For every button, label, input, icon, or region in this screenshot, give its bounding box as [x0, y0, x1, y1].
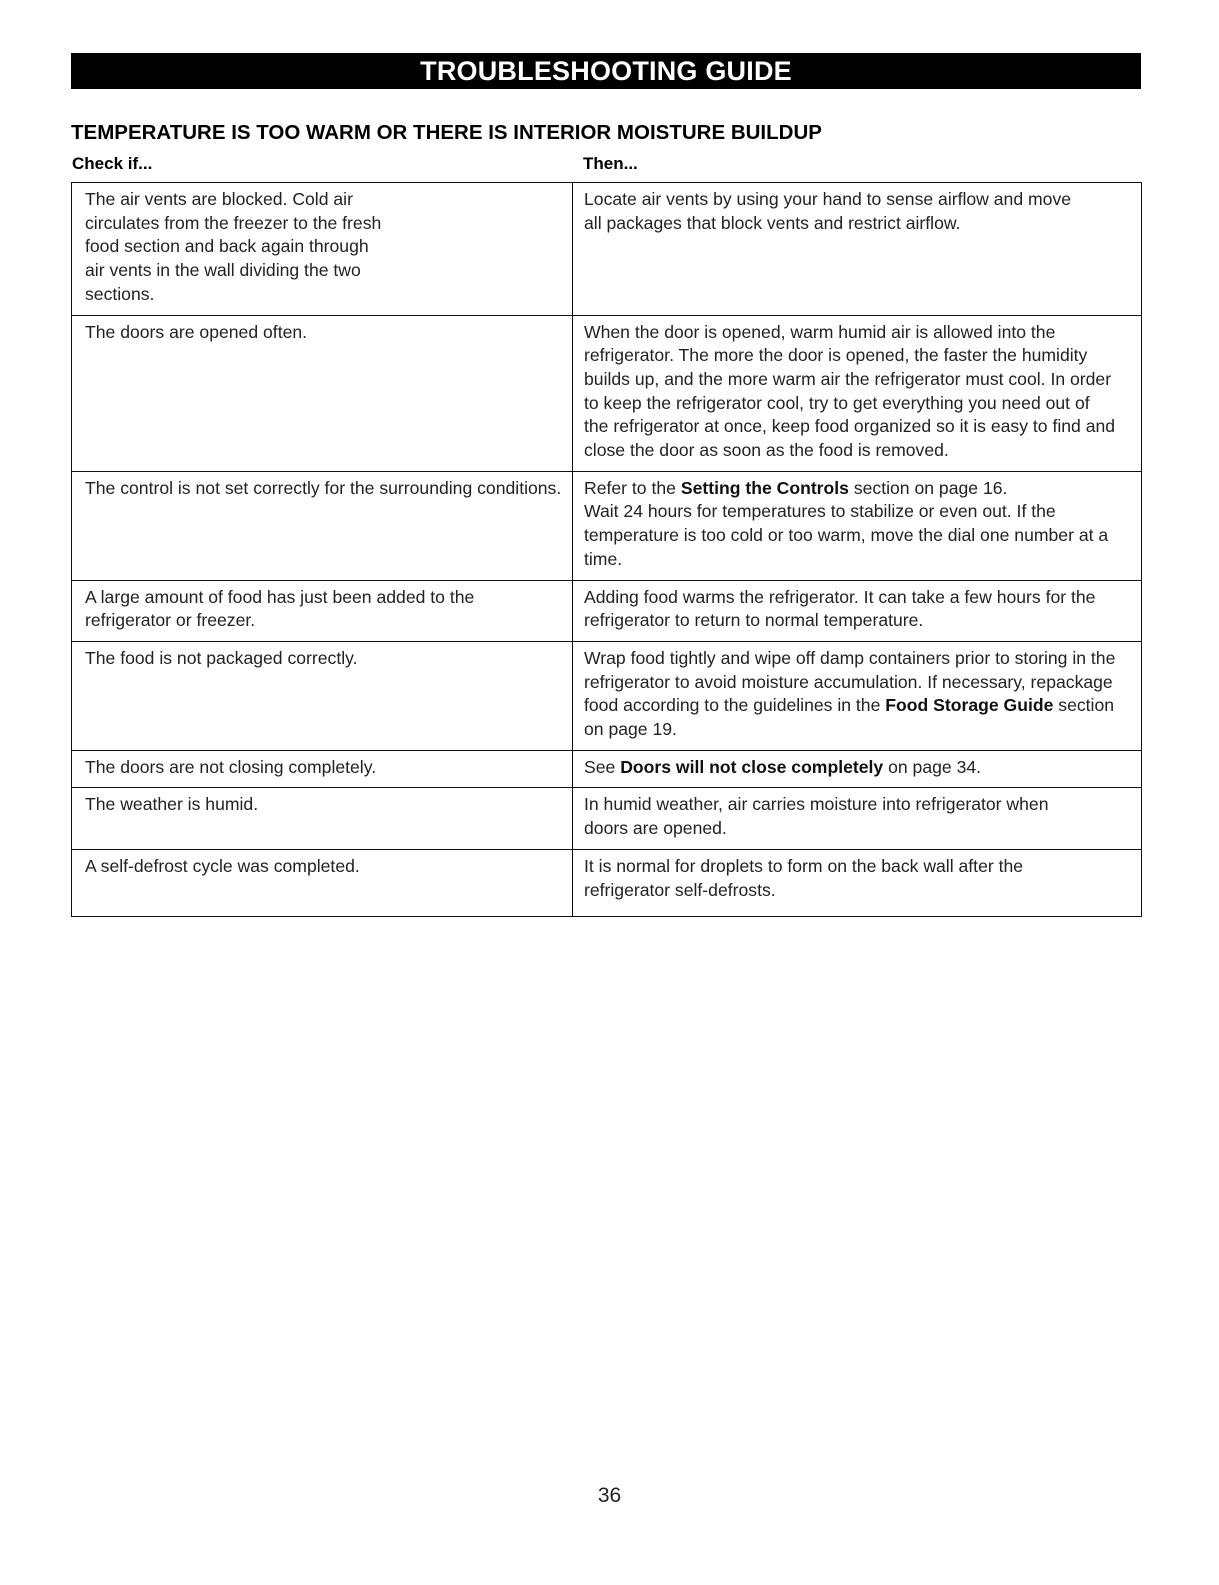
then-text: on page 34. [883, 756, 982, 777]
then-line [584, 477, 1133, 501]
table-row [72, 315, 1142, 471]
then-cell: When the door is opened, warm humid air is allowed into the refrigerator. The more the door is opened, the faster the humidity builds up, and the more warm air the refrigerator must cool. In order to keep the refrigerator cool, try to get everything you need out of the refrigerator at once, keep food organized so it is easy to find and close the door as soon as the food is removed. [573, 315, 1142, 471]
table-row [72, 183, 1142, 316]
table-row [72, 788, 1142, 849]
then-text: section on page 16. [848, 477, 1008, 498]
check-cell: The weather is humid. [72, 788, 573, 849]
then-cell [573, 641, 1142, 750]
check-cell: The food is not packaged correctly. [72, 641, 573, 750]
food-storage-guide-reference: Food Storage Guide [885, 695, 1054, 716]
column-header-then: Then... [583, 154, 638, 173]
section-title: TEMPERATURE IS TOO WARM OR THERE IS INTERIOR MOISTURE BUILDUP [71, 121, 822, 144]
banner-title: TROUBLESHOOTING GUIDE [71, 53, 1141, 89]
table-row [72, 750, 1142, 788]
then-text: section on page 19. [584, 695, 1115, 740]
then-cell: In humid weather, air carries moisture into refrigerator when doors are opened. [573, 788, 1142, 849]
then-cell: Locate air vents by using your hand to sense airflow and move all packages that block vents and restrict airflow. [573, 183, 1142, 316]
page-number: 36 [597, 1484, 622, 1507]
doors-close-reference: Doors will not close completely [620, 756, 884, 777]
then-cell: It is normal for droplets to form on the back wall after the refrigerator self-defrosts. [573, 849, 1142, 916]
then-cell [573, 750, 1142, 788]
table-row [72, 580, 1142, 641]
check-cell: The doors are opened often. [72, 315, 573, 471]
then-text: Refer to the [584, 477, 681, 498]
troubleshooting-table [71, 182, 1142, 917]
check-cell: The doors are not closing completely. [72, 750, 573, 788]
setting-controls-reference: Setting the Controls [680, 477, 849, 498]
check-cell: The air vents are blocked. Cold air circulates from the freezer to the fresh food section and back again through air vents in the wall dividing the two sections. [72, 183, 573, 316]
then-text: See [584, 756, 621, 777]
table-row [72, 849, 1142, 916]
then-cell: Adding food warms the refrigerator. It can take a few hours for the refrigerator to return to normal temperature. [573, 580, 1142, 641]
check-cell: A large amount of food has just been added to the refrigerator or freezer. [72, 580, 573, 641]
then-cell [573, 471, 1142, 580]
check-cell: A self-defrost cycle was completed. [72, 849, 573, 916]
check-cell: The control is not set correctly for the surrounding conditions. [72, 471, 573, 580]
then-line: Wait 24 hours for temperatures to stabilize or even out. If the temperature is too cold or too warm, move the dial one number at a time. [584, 501, 1109, 569]
table-row [72, 641, 1142, 750]
then-text: Wrap food tightly and wipe off damp containers prior to storing in the refrigerator to avoid moisture accumulation. If necessary, repackage food according to the guidelines in the [584, 647, 1116, 716]
table-row [72, 471, 1142, 580]
column-header-check: Check if... [72, 154, 153, 173]
